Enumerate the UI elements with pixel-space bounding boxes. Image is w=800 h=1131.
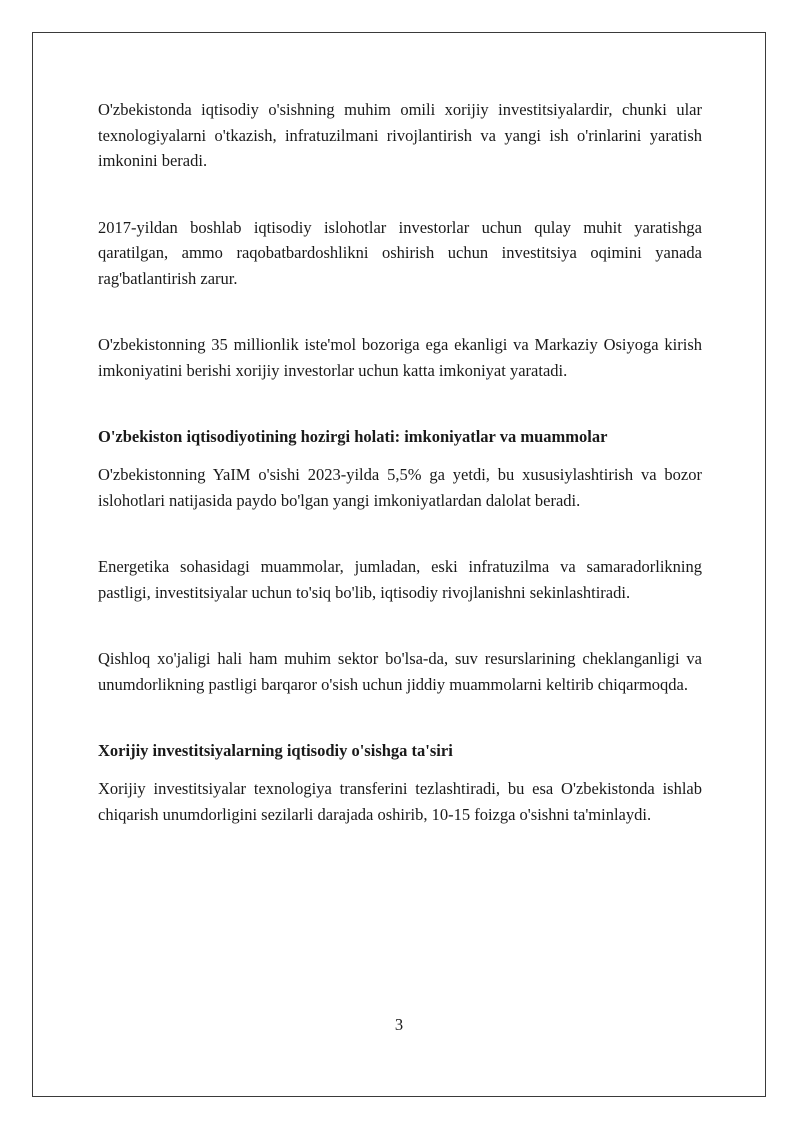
- document-page: [32, 32, 766, 1097]
- paragraph: Xorijiy investitsiyalar texnologiya transferini tezlashtiradi, bu esa O'zbekistonda ishlab chiqarish unumdorligini sezilarli darajada oshirib, 10-15 foizga o'sishni ta'minlaydi.: [98, 779, 702, 824]
- paragraph: Qishloq xo'jaligi hali ham muhim sektor bo'lsa-da, suv resurslarining cheklanganligi va unumdorlikning pastligi barqaror o'sish uchun jiddiy muammolarni keltirib chiqarmoqda.: [98, 649, 702, 694]
- page-content: [98, 97, 702, 857]
- paragraph: O'zbekistonning 35 millionlik iste'mol bozoriga ega ekanligi va Markaziy Osiyoga kirish imkoniyatini berishi xorijiy investorlar uchun katta imkoniyat yaratadi.: [98, 335, 702, 380]
- paragraph: 2017-yildan boshlab iqtisodiy islohotlar investorlar uchun qulay muhit yaratishga qaratilgan, ammo raqobatbardoshlikni oshirish uchun investitsiya oqimini yanada rag'batlantirish zarur.: [98, 217, 702, 288]
- paragraph: O'zbekistonda iqtisodiy o'sishning muhim omili xorijiy investitsiyalardir, chunki ular texnologiyalarni o'tkazish, infratuzilmani rivojlantirish va yangi ish o'rinlarini yaratish imkonini beradi.: [98, 100, 702, 170]
- section-heading: Xorijiy investitsiyalarning iqtisodiy o'sishga ta'siri: [98, 741, 453, 760]
- page-number: 3: [394, 1015, 404, 1034]
- paragraph: O'zbekistonning YaIM o'sishi 2023-yilda 5,5% ga yetdi, bu xususiylashtirish va bozor islohotlari natijasida paydo bo'lgan yangi imkoniyatlardan dalolat beradi.: [98, 465, 702, 510]
- paragraph: Energetika sohasidagi muammolar, jumladan, eski infratuzilma va samaradorlikning pastligi, investitsiyalar uchun to'siq bo'lib, iqtisodiy rivojlanishni sekinlashtiradi.: [98, 557, 702, 602]
- section-heading: O'zbekiston iqtisodiyotining hozirgi holati: imkoniyatlar va muammolar: [98, 427, 608, 446]
